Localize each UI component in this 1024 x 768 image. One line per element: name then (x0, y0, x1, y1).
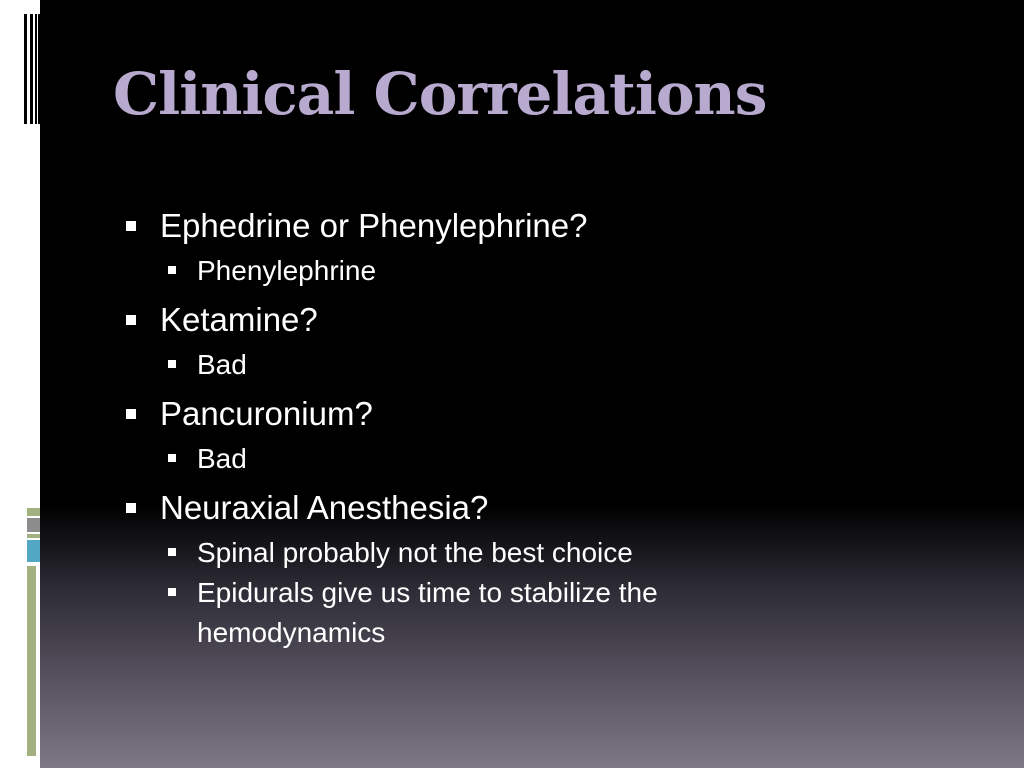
sub-bullet-text: Bad (197, 443, 247, 474)
list-item (120, 487, 980, 653)
square-bullet-icon (126, 315, 136, 325)
hollow-square-bullet-icon (168, 588, 176, 596)
sub-bullet-text: Bad (197, 349, 247, 380)
bullet-text: Ketamine? (160, 301, 318, 338)
sub-bullet-text: Epidurals give us time to stabilize the hemodynamics (197, 577, 658, 648)
square-bullet-icon (126, 221, 136, 231)
sub-list (160, 439, 980, 479)
list-item (120, 205, 980, 291)
bullet-text: Pancuronium? (160, 395, 373, 432)
list-item (120, 393, 980, 479)
sub-list (160, 251, 980, 291)
bullet-text: Ephedrine or Phenylephrine? (160, 207, 588, 244)
sub-list (160, 533, 980, 653)
sub-list-item (160, 573, 797, 653)
hollow-square-bullet-icon (168, 548, 176, 556)
sub-bullet-text: Phenylephrine (197, 255, 377, 286)
sub-list (160, 345, 980, 385)
slide-title: Clinical Correlations (113, 60, 767, 128)
sub-list-item (160, 533, 980, 573)
bullet-list (120, 205, 980, 657)
bottom-decorative-stripes (27, 508, 40, 758)
hollow-square-bullet-icon (168, 454, 176, 462)
sub-list-item (160, 439, 980, 479)
hollow-square-bullet-icon (168, 266, 176, 274)
top-decorative-bars (24, 14, 40, 124)
sub-list-item (160, 345, 980, 385)
hollow-square-bullet-icon (168, 360, 176, 368)
square-bullet-icon (126, 503, 136, 513)
bullet-text: Neuraxial Anesthesia? (160, 489, 489, 526)
sub-bullet-text: Spinal probably not the best choice (197, 537, 633, 568)
sub-list-item (160, 251, 980, 291)
square-bullet-icon (126, 409, 136, 419)
list-item (120, 299, 980, 385)
